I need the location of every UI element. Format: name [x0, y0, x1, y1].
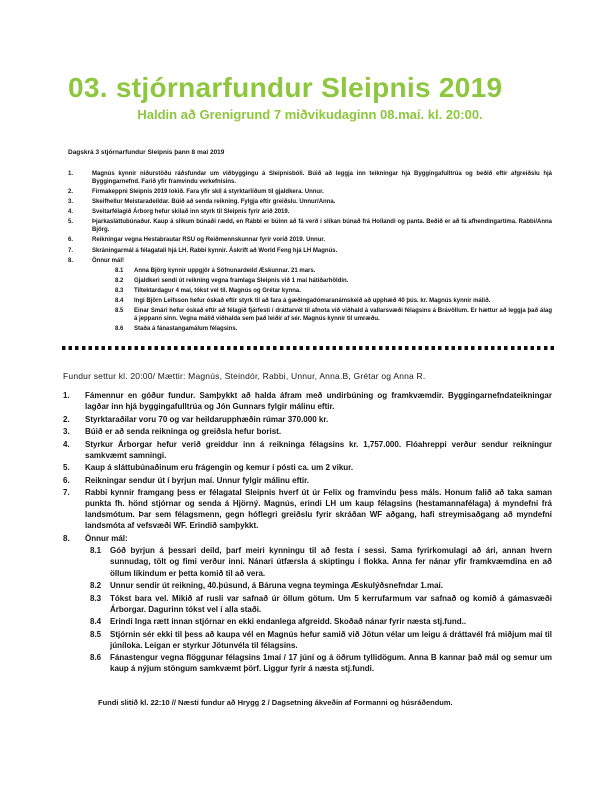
agenda-sub-item-text: Ingi Björn Leifsson hefur óskað eftir styrk til að fara á gæðingadómaranámskeið að upphæð 40 þús. kr. Magnús kynnir málið.: [134, 298, 491, 305]
agenda-item-text: Magnús kynnir niðurstöðu ráðsfundar um viðbyggingu á Sleipnisbóli. Búið að leggja inn teikningar hjá Byggingafulltrúa og beðið eftir afgreiðslu hjá Byggingarnefnd. Farið yfir framvindu verkefnisins.: [92, 171, 552, 186]
agenda-item-number: 1.: [68, 171, 74, 178]
minutes-sub-item-text: Erindi Inga rætt innan stjórnar en ekki endanlega afgreidd. Skoðað nánar fyrir næsta stj.fund..: [110, 617, 467, 627]
minutes-item-number: 2.: [63, 414, 70, 424]
agenda-item-number: 4.: [68, 209, 74, 216]
minutes-sub-item: [90, 616, 552, 627]
agenda-item-text: Reikningar vegna Hestabrautar RSU og Reiðmennskunnar fyrir vorið 2019. Unnur.: [92, 237, 326, 244]
agenda-item: [68, 248, 552, 256]
minutes-item-text: Fámennur en góður fundur. Samþykkt að halda áfram með undirbúning og framkvæmdir. Byggingarnefndateikningar lagðar inn hjá byggingafulltrúa og Jón Gunnars fylgir málinu eftir.: [85, 391, 552, 412]
agenda-item-number: 7.: [68, 247, 74, 254]
minutes-item-number: 5.: [63, 463, 70, 473]
minutes-item-text: Önnur mál:: [85, 533, 128, 543]
minutes-item-number: 7.: [63, 488, 70, 498]
minutes-item: [63, 487, 552, 531]
minutes-item: [63, 462, 552, 473]
minutes-item-text: Styrktaraðilar voru 70 og var heildarupphæðin rúmar 370.000 kr.: [85, 414, 329, 424]
agenda-item-number: 5.: [68, 219, 74, 226]
minutes-sub-item: [90, 580, 552, 591]
agenda-sub-item: [115, 298, 552, 306]
minutes-sub-item-number: 8.5: [90, 629, 102, 639]
agenda-sub-item-number: 8.1: [115, 267, 124, 274]
agenda-sub-item-text: Gjaldkeri sendi út reikning vegna framlaga Sleipnis við 1 maí hátíðarhöldin.: [134, 277, 349, 284]
agenda-sub-item-number: 8.3: [115, 287, 124, 294]
minutes-sub-item: [90, 652, 552, 674]
agenda-sub-item-text: Staða á fánastangamálum félagsins.: [134, 326, 238, 333]
agenda-heading: Dagskrá 3 stjórnarfundur Sleipnis þann 8 maí 2019: [68, 149, 225, 157]
agenda-sub-item-number: 8.4: [115, 298, 124, 305]
minutes-item-number: 1.: [63, 391, 70, 401]
minutes-item-text: Kaup á sláttubúnaðinum eru frágengin og kemur í pósti ca. um 2 vikur.: [85, 463, 354, 473]
agenda-sub-item: [115, 278, 552, 286]
agenda-item-text: Firmakeppni Sleipnis 2019 lokið. Fara yfir skil á styrktarliðum til gjaldkera. Unnur.: [92, 189, 324, 196]
agenda-item-number: 6.: [68, 237, 74, 244]
minutes-list: [63, 390, 552, 674]
agenda-item: [68, 209, 552, 217]
minutes-sub-item-text: Unnur sendir út reikning, 40.þúsund, á Báruna vegna teyminga Æskulýðsnefndar 1.maí.: [110, 581, 443, 591]
minutes-sublist: [63, 545, 552, 674]
agenda-sub-item: [115, 268, 552, 276]
agenda-sub-item-number: 8.5: [115, 308, 124, 315]
minutes-sub-item-text: Fánastengur vegna flöggunar félagsins 1maí / 17 júní og á öðrum tyllidögum. Anna B kannar það mál og semur um kaup á nýjum stöngum samkvæmt þörf. Liggur fyrir á næsta stj.fundi.: [110, 653, 552, 674]
minutes-item-number: 3.: [63, 427, 70, 437]
agenda-sub-item-number: 8.2: [115, 277, 124, 284]
agenda-sub-item-text: Anna Björg kynnir uppgjör á Söfnunardeild Æskunnar. 21 mars.: [134, 267, 316, 274]
minutes-sub-item-number: 8.1: [90, 546, 102, 556]
agenda-item: [68, 199, 552, 207]
minutes-sub-item-number: 8.3: [90, 593, 102, 603]
agenda-item-number: 8.: [68, 257, 74, 264]
agenda-item-text: Skeifhellur Meistaradeildar. Búið að senda reikning. Fylgja eftir greiðslu. Unnur/Anna.: [92, 199, 336, 206]
agenda-item-text: Skráningarmál á félagatali hjá LH. Rabbi kynnir. Áskrift að World Feng hjá LH Magnús.: [92, 247, 338, 254]
footer-note: Fundi slitið kl. 22:10 // Næsti fundur að Hrygg 2 / Dagsetning ákveðin af Formanni og húsráðendum.: [98, 698, 453, 708]
minutes-sub-item: [90, 629, 552, 651]
agenda-sub-item: [115, 308, 552, 324]
agenda-item-number: 2.: [68, 189, 74, 196]
minutes-item: [63, 414, 552, 425]
minutes-intro: Fundur settur kl. 20:00/ Mættir: Magnús, Steindór, Rabbi, Unnur, Anna.B, Grétar og Anna R.: [63, 371, 426, 382]
agenda-list: [68, 171, 552, 334]
agenda-sub-item: [115, 288, 552, 296]
minutes-item: [63, 426, 552, 437]
minutes-sub-item-text: Tókst bara vel. Mikið af rusli var safnað úr öllum götum. Um 5 kerrufarmum var safnað og komið á gámasvæði Árborgar. Dagurinn tókst vel í alla staði.: [110, 593, 552, 614]
minutes-sub-item: [90, 545, 552, 578]
agenda-sublist: [68, 268, 552, 334]
minutes-item-text: Búið er að senda reikninga og greiðsla hefur borist.: [85, 427, 282, 437]
page-title: 03. stjórnarfundur Sleipnis 2019: [68, 72, 503, 103]
minutes-item-number: 6.: [63, 475, 70, 485]
agenda-item-text: Sveitarfélagið Árborg hefur skilað inn styrk til Sleipnis fyrir árið 2019.: [92, 209, 290, 216]
minutes-sub-item: [90, 593, 552, 615]
agenda-sub-item: [115, 326, 552, 334]
minutes-item: [63, 390, 552, 412]
minutes-sub-item-number: 8.2: [90, 581, 102, 591]
minutes-item: [63, 439, 552, 461]
agenda-item: [68, 219, 552, 235]
minutes-item-number: 8.: [63, 533, 70, 543]
agenda-item: [68, 237, 552, 245]
minutes-sub-item-number: 8.6: [90, 653, 102, 663]
minutes-sub-item-number: 8.4: [90, 617, 102, 627]
agenda-item-text: Þjarkasláttubúnaður. Kaup á slíkum búnaði rædd, en Rabbi er búinn að fá verð í slíkan búnað frá Hollandi og panta. Beðið er að fá afhendingartíma. Rabbi/Anna Björg.: [92, 219, 552, 234]
agenda-item: [68, 171, 552, 187]
agenda-sub-item-number: 8.6: [115, 326, 124, 333]
agenda-item-text: Önnur mál!: [92, 257, 125, 264]
minutes-item: [63, 475, 552, 486]
minutes-item-text: Rabbi kynnir framgang þess er félagatal Sleipnis hverf út úr Felix og framvindu þess máls. Honum falið að taka saman punkta fh. hönd stjórnar og senda á Hjörný. Magnús, erindi LH um kaup félagsins (hestamannafélaga) á myndefni frá landsmótum. Þar sem félagsmenn, gegn hóflegri greiðslu fyrir skráðan WF aðgang, hafi streymisaðgang að myndefni landsmóta af vefsvæði WF. Erindið samþykkt.: [85, 488, 552, 531]
agenda-sub-item-text: Tiltektardagur 4 maí, tókst vel til. Magnús og Grétar kynna.: [134, 287, 301, 294]
agenda-item: [68, 258, 552, 266]
minutes-item-text: Styrkur Árborgar hefur verið greiddur inn á reikninga félagsins kr. 1,757.000. Flóahreppi verður sendur reikningur samkvæmt samningi.: [85, 439, 552, 460]
agenda-item-number: 3.: [68, 199, 74, 206]
minutes-sub-item-text: Góð byrjun á þessari deild, þarf meiri kynningu til að festa í sessi. Sama fyrirkomulagi að ári, annan hvern sunnudag, tölt og fimi verður inni. Nánari útfærsla á skiptingu í flokka. Anna fer nánar yfir framkvæmdina en að öllum líkindum er þetta komið til að vera.: [110, 546, 552, 578]
minutes-item-text: Reikningar sendur út í byrjun maí. Unnur fylgir málinu eftir.: [85, 475, 310, 485]
page-subtitle: Haldin að Grenigrund 7 miðvikudaginn 08.maí. kl. 20:00.: [137, 107, 483, 123]
minutes-item: [63, 533, 552, 544]
agenda-sub-item-text: Einar Smári hefur óskað eftir að félagið fjárfesti í dráttarvél til afnota við viðhald á vallarsvæði félagsins á Brávöllum. Er hættur að leggja það álag á jeppann sinn. Vegna málið viðhalda sem það leiðir af sér. Magnús kynnir til umræðu.: [134, 308, 552, 323]
minutes-item-number: 4.: [63, 439, 70, 449]
minutes-sub-item-text: Stjórnin sér ekki til þess að kaupa vél en Magnús hefur samið við Jötun vélar um leigu á dráttavél frá miðjum maí til júníloka. Leigan er styrkur Jötunvéla til félagsins.: [110, 629, 552, 650]
dotted-separator: [62, 346, 554, 350]
agenda-item: [68, 189, 552, 197]
